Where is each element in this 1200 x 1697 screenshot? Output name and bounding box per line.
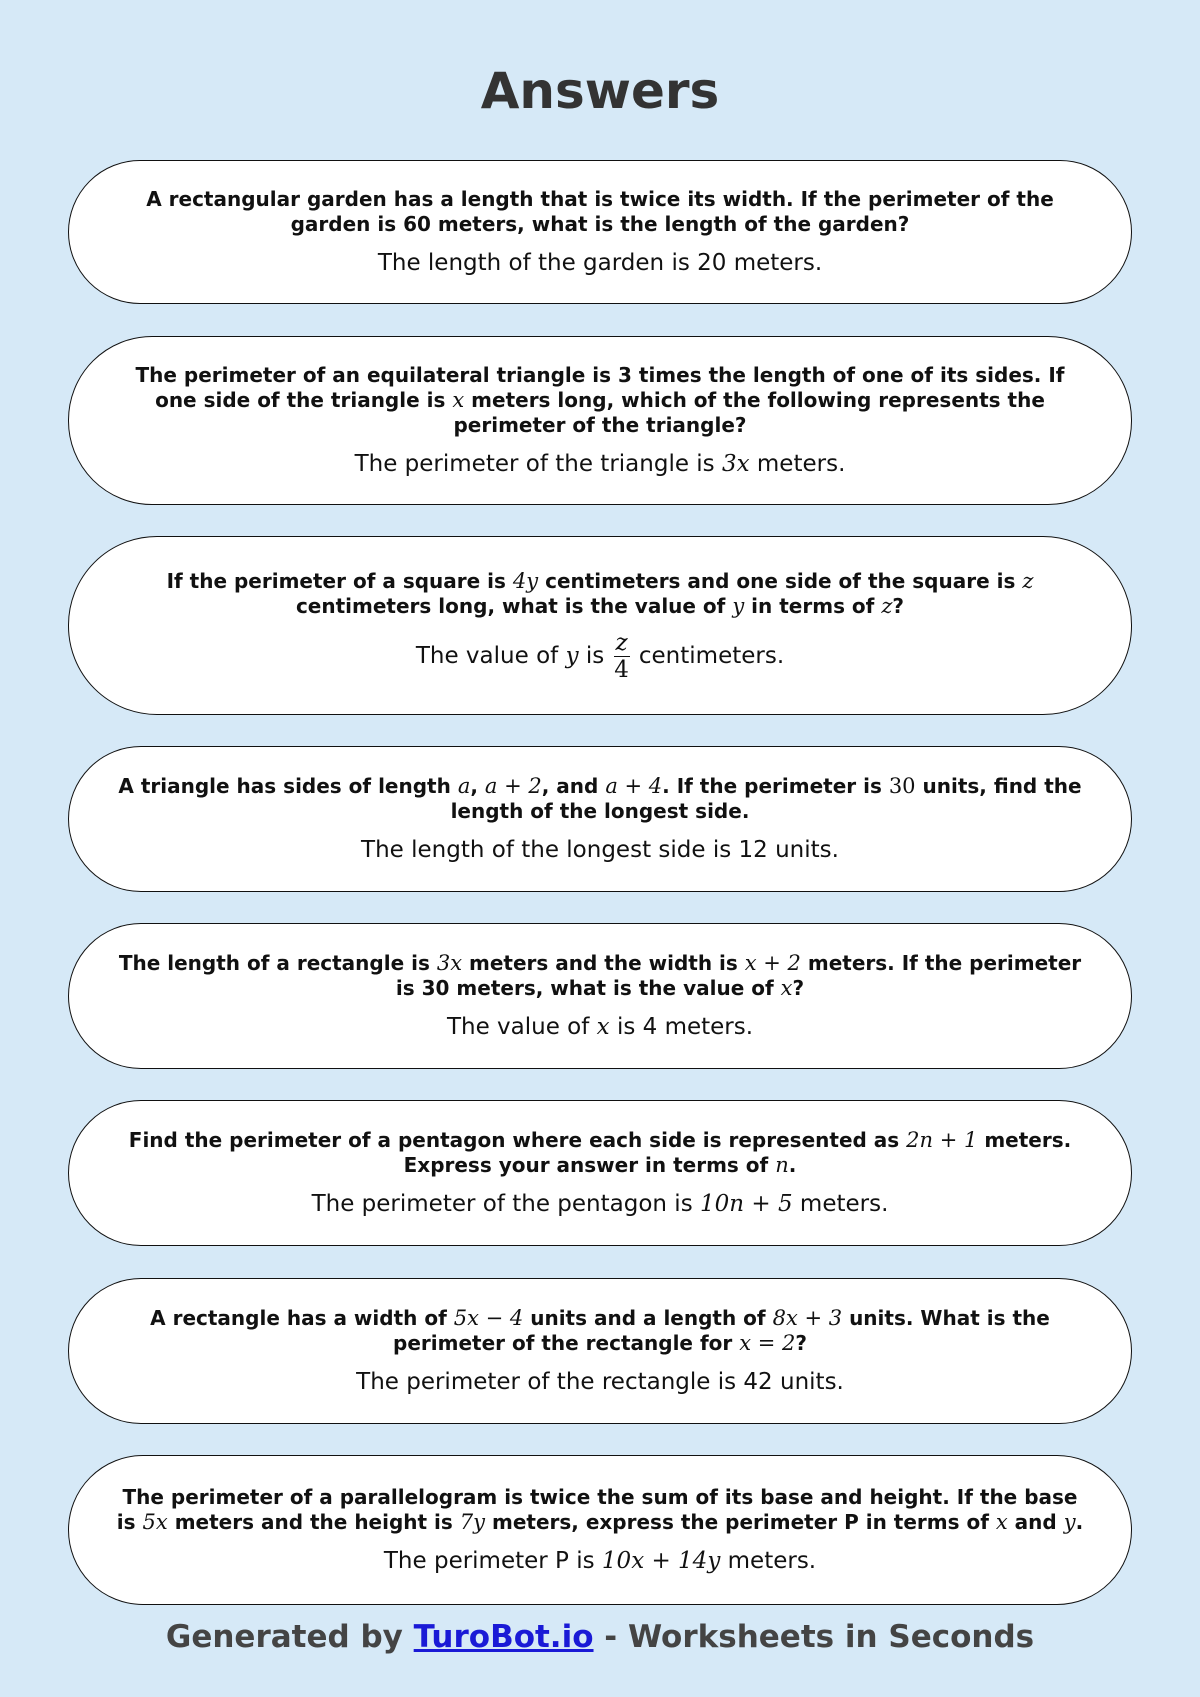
footer [0, 1619, 1200, 1655]
question-6: Find the perimeter of a pentagon where each side is represented as 2n + 1 meters. Express your answer in terms of n. [128, 1127, 1072, 1177]
answer-2: The perimeter of the triangle is 3x meters. [354, 450, 846, 477]
answer-5: The value of x is 4 meters. [446, 1013, 754, 1040]
turobot-link[interactable]: TuroBot.io [413, 1619, 594, 1655]
question-4: A triangle has sides of length a, a + 2, and a + 4. If the perimeter is 30 units, find the length of the longest side. [118, 773, 1082, 823]
answer-1: The length of the garden is 20 meters. [377, 249, 823, 276]
math-x: x [452, 387, 465, 412]
answer-3: The value of y is $\frac{z}{4}$ centimeters. [415, 629, 785, 683]
answer-card-8 [68, 1455, 1132, 1605]
footer-prefix: Generated by [165, 1619, 414, 1655]
answer-card-6 [68, 1100, 1132, 1246]
footer-suffix: - Worksheets in Seconds [593, 1619, 1035, 1655]
answer-7: The perimeter of the rectangle is 42 units. [356, 1368, 844, 1395]
answer-card-5 [68, 923, 1132, 1069]
answer-card-3 [68, 536, 1132, 715]
answer-card-4 [68, 746, 1132, 892]
answer-card-2 [68, 336, 1132, 505]
page-title: Answers [480, 62, 720, 120]
answer-6: The perimeter of the pentagon is 10n + 5 meters. [311, 1190, 889, 1217]
question-8: The perimeter of a parallelogram is twice the sum of its base and height. If the base is 5x meters and the height is 7y meters, express the perimeter P in terms of x and y. [116, 1484, 1084, 1534]
answer-8: The perimeter P is 10x + 14y meters. [383, 1547, 817, 1574]
question-1: A rectangular garden has a length that is twice its width. If the perimeter of the garden is 60 meters, what is the length of the garden? [146, 186, 1054, 236]
question-7: A rectangle has a width of 5x − 4 units and a length of 8x + 3 units. What is the perimeter of the rectangle for x = 2? [150, 1305, 1050, 1355]
fraction-z-over-4: $\frac{z}{4}$ [614, 629, 629, 683]
question-2: The perimeter of an equilateral triangle is 3 times the length of one of its sides. If one side of the triangle is x meters long, which of the following represents the perimeter of the triangle? [135, 362, 1065, 437]
math-3x: 3x [721, 450, 750, 477]
question-5: The length of a rectangle is 3x meters and the width is x + 2 meters. If the perimeter is 30 meters, what is the value of x? [118, 950, 1082, 1000]
answer-4: The length of the longest side is 12 units. [361, 836, 839, 863]
answer-card-1 [68, 160, 1132, 304]
answer-card-7 [68, 1278, 1132, 1424]
question-3: If the perimeter of a square is 4y centimeters and one side of the square is z centimeters long, what is the value of y in terms of z? [166, 568, 1034, 618]
